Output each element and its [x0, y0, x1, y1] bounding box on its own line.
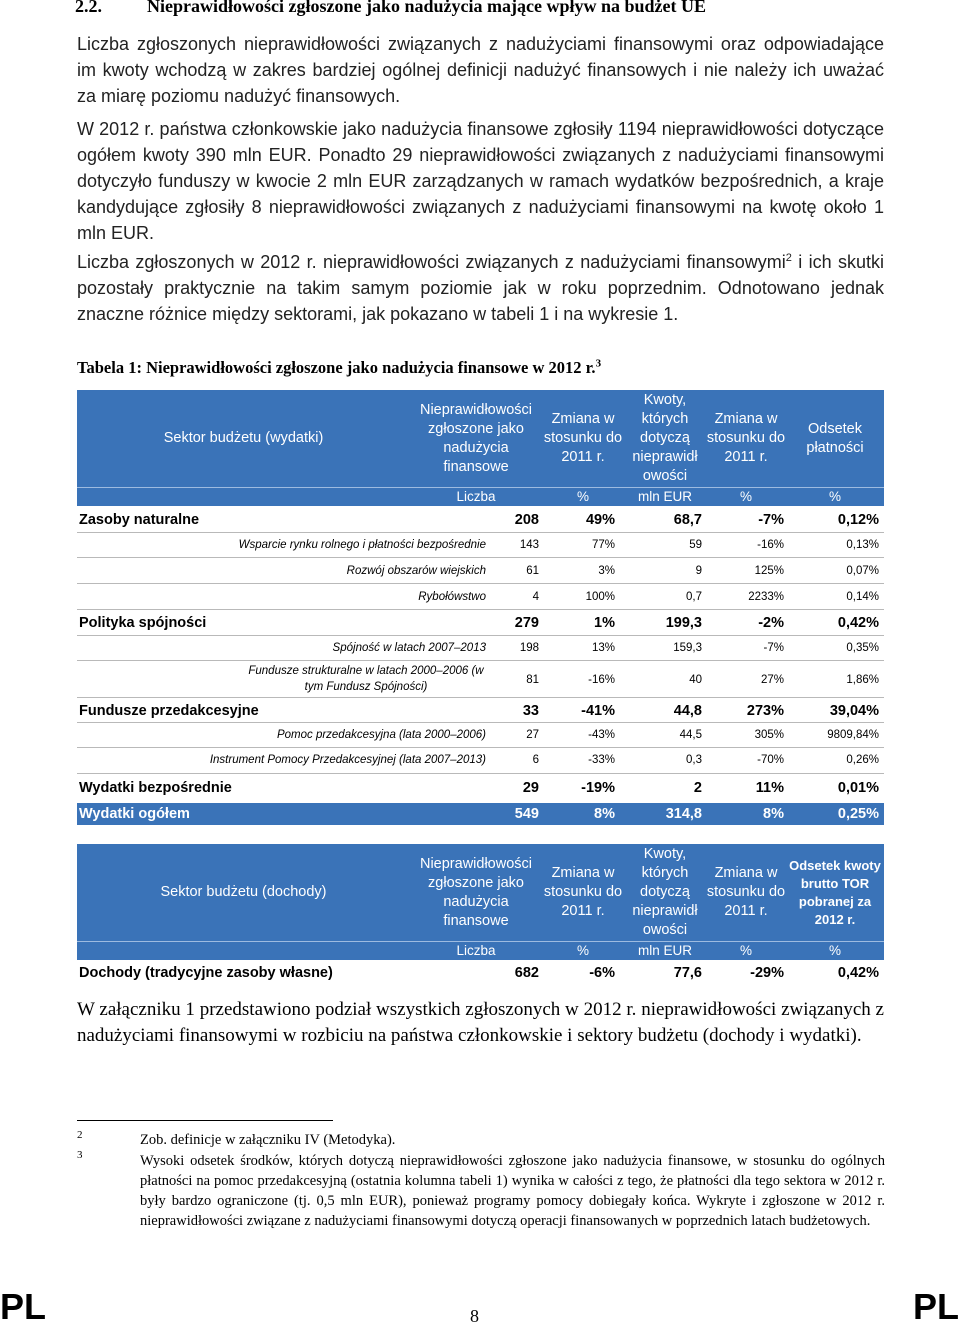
- cell-change-amount: 27%: [760, 674, 784, 686]
- table-row: [77, 752, 884, 768]
- header-units: [77, 488, 884, 506]
- paragraph-2: W 2012 r. państwa członkowskie jako nadużycia finansowe zgłosiły 1194 nieprawidłowości dotyczące ogółem kwoty 390 mln EUR. Ponadto 29 nieprawidłowości związanych z nadużyciami finansowymi dotyczyło funduszy w kwocie 2 mln EUR zarządzanych w ramach wydatków bezpośrednich, a kraje kandydujące zgłosiły 8 nieprawidłowości związanych z nadużyciami finansowymi na kwotę około 1 mln EUR.: [77, 119, 884, 243]
- footnote-2-number: 2: [77, 1129, 83, 1141]
- cell-amount: 44,8: [673, 703, 702, 719]
- table-row: [77, 963, 884, 983]
- unit-count: Liczba: [456, 943, 496, 958]
- row-label: Rybołówstwo: [418, 591, 486, 603]
- cell-amount: 0,7: [686, 591, 702, 603]
- cell-change-count: -33%: [588, 754, 615, 766]
- cell-rate: 0,26%: [846, 754, 879, 766]
- cell-change-count: -16%: [588, 674, 615, 686]
- row-label: Dochody (tradycyjne zasoby własne): [79, 965, 333, 981]
- page-number: 8: [470, 1306, 479, 1326]
- row-label: Wydatki bezpośrednie: [79, 780, 232, 796]
- row-label: Zasoby naturalne: [79, 512, 200, 528]
- cell-rate: 0,12%: [837, 512, 879, 528]
- table-expenditure-header: [77, 390, 884, 506]
- header-change-count: Zmiana w stosunku do 2011 r.: [543, 411, 623, 465]
- cell-rate: 0,01%: [837, 780, 879, 796]
- unit-change-count: %: [576, 943, 589, 958]
- cell-count: 143: [519, 539, 539, 551]
- cell-change-count: -43%: [588, 729, 615, 741]
- unit-change-count: %: [576, 489, 589, 504]
- unit-change-amount: %: [739, 489, 752, 504]
- cell-amount: 9: [695, 565, 702, 577]
- paragraph-4: W załączniku 1 przedstawiono podział wszystkich zgłoszonych w 2012 r. nieprawidłowości związanych z nadużyciami finansowymi w rozbiciu na państwa członkowskie i sektory budżetu (dochody i wydatki).: [77, 999, 884, 1046]
- cell-change-count: 13%: [591, 642, 615, 654]
- cell-amount: 59: [689, 539, 702, 551]
- footnote-separator: [77, 1120, 333, 1121]
- row-label: Polityka spójności: [79, 615, 207, 631]
- cell-change-amount: 8%: [763, 806, 784, 822]
- unit-change-amount: %: [739, 943, 752, 958]
- row-divider: [77, 635, 884, 636]
- unit-rate: %: [828, 489, 841, 504]
- row-divider: [77, 609, 884, 610]
- cell-change-amount: 11%: [755, 780, 784, 796]
- cell-change-count: 8%: [594, 806, 615, 822]
- table-row: [77, 537, 884, 553]
- row-divider: [77, 697, 884, 698]
- row-label: Rozwój obszarów wiejskich: [346, 565, 486, 577]
- cell-change-count: 1%: [594, 615, 615, 631]
- unit-amount: mln EUR: [637, 489, 692, 504]
- row-divider: [77, 557, 884, 558]
- paragraph-1: Liczba zgłoszonych nieprawidłowości związanych z nadużyciami finansowymi oraz odpowiadające im kwoty wchodzą w zakres bardziej ogólnej definicji nadużyć finansowych i nie należy ich uważać za miarę poziomu nadużyć finansowych.: [77, 34, 884, 106]
- cell-count: 279: [514, 615, 539, 631]
- cell-amount: 314,8: [665, 806, 702, 822]
- cell-change-count: -41%: [581, 703, 615, 719]
- cell-rate: 0,42%: [837, 615, 879, 631]
- cell-amount: 159,3: [673, 642, 702, 654]
- cell-change-amount: 305%: [754, 729, 784, 741]
- paragraph-3: [77, 249, 884, 327]
- row-divider: [77, 532, 884, 533]
- footnote-3-text: Wysoki odsetek środków, których dotyczą nieprawidłowości zgłoszone jako nadużycia finansowe, w stosunku do ogólnych płatności na pomoc przedakcesyjną (ostatnia kolumna tabeli 1) wynika w całości z tego, że płatności dla tego sektora w 2012 r. były bardzo ograniczone (tj. 0,5 mln EUR), ponieważ programy pomocy dobiegały końca. Wykryte i zgłoszone w 2012 r. nieprawidłowości związane z nadużyciami finansowymi dotyczą operacji finansowanych w poprzednich latach budżetowych.: [140, 1153, 885, 1229]
- header-change-amount: Zmiana w stosunku do 2011 r.: [706, 411, 786, 465]
- cell-rate: 0,25%: [837, 806, 879, 822]
- cell-change-amount: -70%: [757, 754, 784, 766]
- footer-language-left: PL: [0, 1286, 47, 1327]
- header-amount: Kwoty, których dotyczą nieprawidł owości: [632, 846, 698, 938]
- table-caption-text: Tabela 1: Nieprawidłowości zgłoszone jako nadużycia finansowe w 2012 r.: [77, 358, 596, 377]
- cell-change-amount: 125%: [754, 565, 784, 577]
- cell-rate: 39,04%: [829, 703, 879, 719]
- cell-rate: 0,13%: [846, 539, 879, 551]
- footnote-ref-2: 2: [785, 252, 792, 264]
- cell-count: 6: [532, 754, 539, 766]
- row-divider: [77, 660, 884, 661]
- cell-count: 61: [526, 565, 539, 577]
- row-label: Wydatki ogółem: [79, 806, 190, 822]
- cell-change-amount: -29%: [750, 965, 784, 981]
- row-divider: [77, 583, 884, 584]
- table-row: [77, 563, 884, 579]
- cell-change-amount: -16%: [757, 539, 784, 551]
- cell-change-count: 49%: [585, 512, 615, 528]
- cell-amount: 68,7: [673, 512, 702, 528]
- unit-count: Liczba: [456, 489, 496, 504]
- table-row: [77, 640, 884, 656]
- row-label: Spójność w latach 2007–2013: [332, 642, 486, 654]
- table-total-row: [77, 803, 884, 825]
- cell-count: 4: [532, 591, 539, 603]
- row-divider: [77, 722, 884, 723]
- footnote-3-number: 3: [77, 1149, 83, 1161]
- header-sector: Sektor budżetu (dochody): [160, 884, 327, 900]
- table-row: [77, 727, 884, 743]
- table-row: [77, 778, 884, 798]
- table-row: [77, 701, 884, 721]
- header-rate: Odsetek płatności: [806, 420, 864, 456]
- header-change-amount: Zmiana w stosunku do 2011 r.: [706, 865, 786, 919]
- paragraph-3-part-a: Liczba zgłoszonych w 2012 r. nieprawidłowości związanych z nadużyciami finansowymi: [77, 252, 786, 272]
- header-sector: Sektor budżetu (wydatki): [163, 430, 324, 446]
- cell-count: 27: [526, 729, 539, 741]
- cell-count: 29: [522, 780, 539, 796]
- cell-rate: 1,86%: [846, 674, 879, 686]
- table-row: [77, 589, 884, 605]
- cell-amount: 0,3: [686, 754, 702, 766]
- section-title: Nieprawidłowości zgłoszone jako nadużycia mające wpływ na budżet UE: [147, 0, 706, 16]
- cell-count: 682: [514, 965, 539, 981]
- cell-count: 33: [522, 703, 539, 719]
- header-amount: Kwoty, których dotyczą nieprawidł owości: [632, 392, 698, 484]
- cell-change-amount: -2%: [758, 615, 784, 631]
- cell-rate: 0,42%: [837, 965, 879, 981]
- table-row: [77, 613, 884, 633]
- cell-rate: 0,07%: [846, 565, 879, 577]
- row-label: Fundusze przedakcesyjne: [79, 703, 259, 719]
- paragraph-3-part-b: i ich skutki pozostały praktycznie na takim samym poziomie jak w roku poprzednim. Odnotowano jednak znaczne różnice między sektorami, jak pokazano w tabeli 1 i na wykresie 1.: [77, 252, 884, 324]
- row-label: Wsparcie rynku rolnego i płatności bezpośrednie: [238, 539, 486, 551]
- table-row: [77, 663, 884, 697]
- cell-change-amount: 2233%: [748, 591, 784, 603]
- cell-count: 549: [514, 806, 539, 822]
- cell-rate: 0,35%: [846, 642, 879, 654]
- unit-rate: %: [828, 943, 841, 958]
- footer-language-right: PL: [912, 1286, 959, 1327]
- footnote-ref-3: 3: [595, 357, 602, 370]
- cell-amount: 44,5: [679, 729, 702, 741]
- table-caption: [77, 358, 601, 378]
- row-divider: [77, 773, 884, 774]
- row-label: Fundusze strukturalne w latach 2000–2006 (w tym Fundusz Spójności): [248, 665, 484, 693]
- cell-change-count: 100%: [585, 591, 615, 603]
- unit-amount: mln EUR: [637, 943, 692, 958]
- cell-change-count: 77%: [591, 539, 615, 551]
- cell-amount: 199,3: [665, 615, 702, 631]
- cell-change-count: -19%: [581, 780, 615, 796]
- header-change-count: Zmiana w stosunku do 2011 r.: [543, 865, 623, 919]
- section-heading: [76, 0, 706, 17]
- cell-count: 81: [526, 674, 539, 686]
- cell-rate: 9809,84%: [827, 729, 879, 741]
- table-row: [77, 510, 884, 530]
- cell-change-count: -6%: [589, 965, 615, 981]
- row-label: Instrument Pomocy Przedakcesyjnej (lata 2007–2013): [209, 754, 486, 766]
- cell-count: 198: [519, 642, 539, 654]
- cell-amount: 2: [693, 780, 702, 796]
- cell-rate: 0,14%: [846, 591, 879, 603]
- cell-count: 208: [514, 512, 539, 528]
- footnote-2-text: Zob. definicje w załączniku IV (Metodyka).: [140, 1132, 396, 1148]
- cell-amount: 40: [689, 674, 702, 686]
- header-units: [77, 942, 884, 960]
- section-number: 2.2.: [75, 0, 102, 16]
- cell-amount: 77,6: [673, 965, 702, 981]
- table-revenue-header: [77, 844, 884, 960]
- cell-change-amount: 273%: [746, 703, 784, 719]
- row-divider: [77, 747, 884, 748]
- header-count: Nieprawidłowości zgłoszone jako nadużycia finansowe: [419, 855, 532, 929]
- cell-change-amount: -7%: [758, 512, 784, 528]
- cell-change-amount: -7%: [763, 642, 784, 654]
- row-label: Pomoc przedakcesyjna (lata 2000–2006): [276, 729, 486, 741]
- cell-change-count: 3%: [598, 565, 615, 577]
- header-rate: Odsetek kwoty brutto TOR pobranej za 2012 r.: [789, 857, 881, 927]
- header-count: Nieprawidłowości zgłoszone jako nadużycia finansowe: [419, 401, 532, 475]
